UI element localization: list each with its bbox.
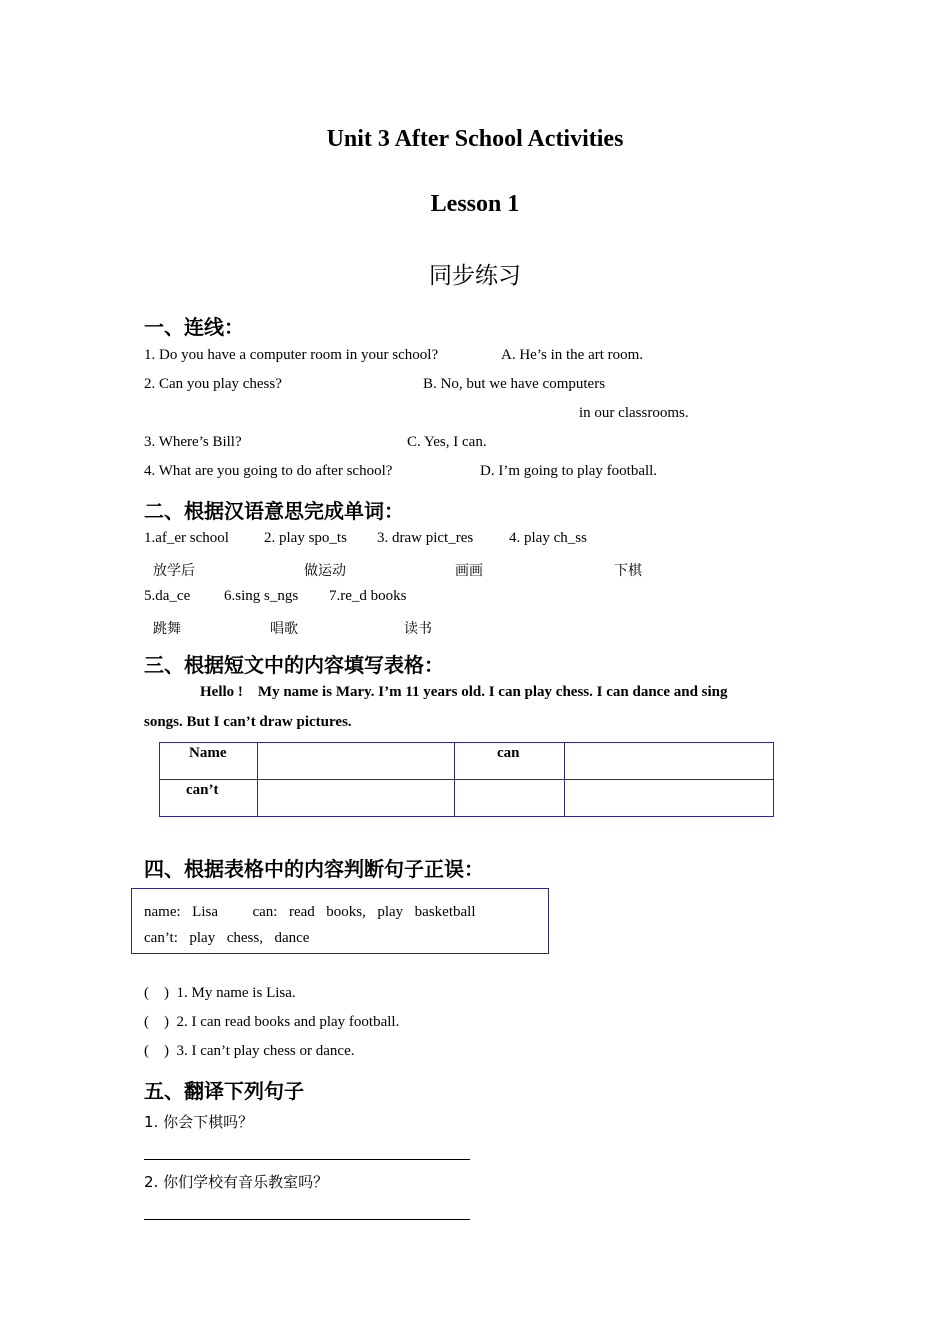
word-3: 3. draw pict_res xyxy=(377,530,474,546)
match-answer-a: A. He’s in the art room. xyxy=(501,347,644,363)
match-question-2: 2. Can you play chess? xyxy=(144,376,282,392)
section2-heading: 二、根据汉语意思完成单词： xyxy=(144,499,404,523)
can-label: can xyxy=(497,745,520,761)
word-6: 6.sing s_ngs xyxy=(224,588,299,604)
section4-heading: 四、根据表格中的内容判断句子正误： xyxy=(144,857,484,881)
judge-item-2: ( ) 2. I can read books and play football. xyxy=(144,1014,400,1030)
cant-answer-cell-3[interactable] xyxy=(565,780,774,817)
match-answer-b-cont: in our classrooms. xyxy=(579,405,689,421)
table-row xyxy=(160,780,774,817)
word-4: 4. play ch_ss xyxy=(509,530,587,546)
can-label-cell xyxy=(455,743,565,780)
word-7-cn: 读书 xyxy=(404,621,432,637)
lesson-title: Lesson 1 xyxy=(430,191,520,217)
passage-line-1: Hello ! My name is Mary. I’m 11 years old. I can play chess. I can dance and sing xyxy=(200,684,728,700)
info-box xyxy=(131,888,549,954)
cant-answer-cell-2[interactable] xyxy=(455,780,565,817)
word-7: 7.re_d books xyxy=(329,588,407,604)
word-3-cn: 画画 xyxy=(455,563,483,579)
name-label-cell xyxy=(160,743,258,780)
word-6-cn: 唱歌 xyxy=(270,621,298,637)
translate-item-1: 1. 你会下棋吗？ xyxy=(144,1113,254,1131)
word-5: 5.da_ce xyxy=(144,588,191,604)
can-answer-cell[interactable] xyxy=(565,743,774,780)
match-question-4: 4. What are you going to do after school? xyxy=(144,463,393,479)
section1-heading: 一、连线： xyxy=(144,315,244,339)
translate-item-2: 2. 你们学校有音乐教室吗？ xyxy=(144,1173,329,1191)
word-5-cn: 跳舞 xyxy=(153,621,181,637)
section3-heading: 三、根据短文中的内容填写表格： xyxy=(144,653,444,677)
word-2-cn: 做运动 xyxy=(304,563,346,579)
name-label: Name xyxy=(189,745,227,761)
name-answer-cell[interactable] xyxy=(258,743,455,780)
judge-item-1: ( ) 1. My name is Lisa. xyxy=(144,985,296,1001)
judge-item-3: ( ) 3. I can’t play chess or dance. xyxy=(144,1043,355,1059)
word-4-cn: 下棋 xyxy=(614,563,642,579)
match-question-1: 1. Do you have a computer room in your school? xyxy=(144,347,439,363)
cant-label: can’t xyxy=(186,782,219,798)
answer-line-1[interactable] xyxy=(144,1159,470,1160)
practice-title: 同步练习 xyxy=(429,263,521,289)
word-1: 1.af_er school xyxy=(144,530,229,546)
match-answer-b: B. No, but we have computers xyxy=(423,376,606,392)
info-box-line-1: name: Lisa can: read books, play basketball xyxy=(144,904,476,920)
cant-answer-cell-1[interactable] xyxy=(258,780,455,817)
info-box-line-2: can’t: play chess, dance xyxy=(144,930,310,946)
passage-line-2: songs. But I can’t draw pictures. xyxy=(144,714,352,730)
unit-title: Unit 3 After School Activities xyxy=(326,126,624,152)
cant-label-cell xyxy=(160,780,258,817)
section5-heading: 五、翻译下列句子 xyxy=(144,1079,304,1103)
table-row xyxy=(160,743,774,780)
match-question-3: 3. Where’s Bill? xyxy=(144,434,242,450)
word-2: 2. play spo_ts xyxy=(264,530,347,546)
fill-table xyxy=(159,742,774,817)
word-1-cn: 放学后 xyxy=(153,563,195,579)
match-answer-c: C. Yes, I can. xyxy=(407,434,487,450)
answer-line-2[interactable] xyxy=(144,1219,470,1220)
match-answer-d: D. I’m going to play football. xyxy=(480,463,658,479)
